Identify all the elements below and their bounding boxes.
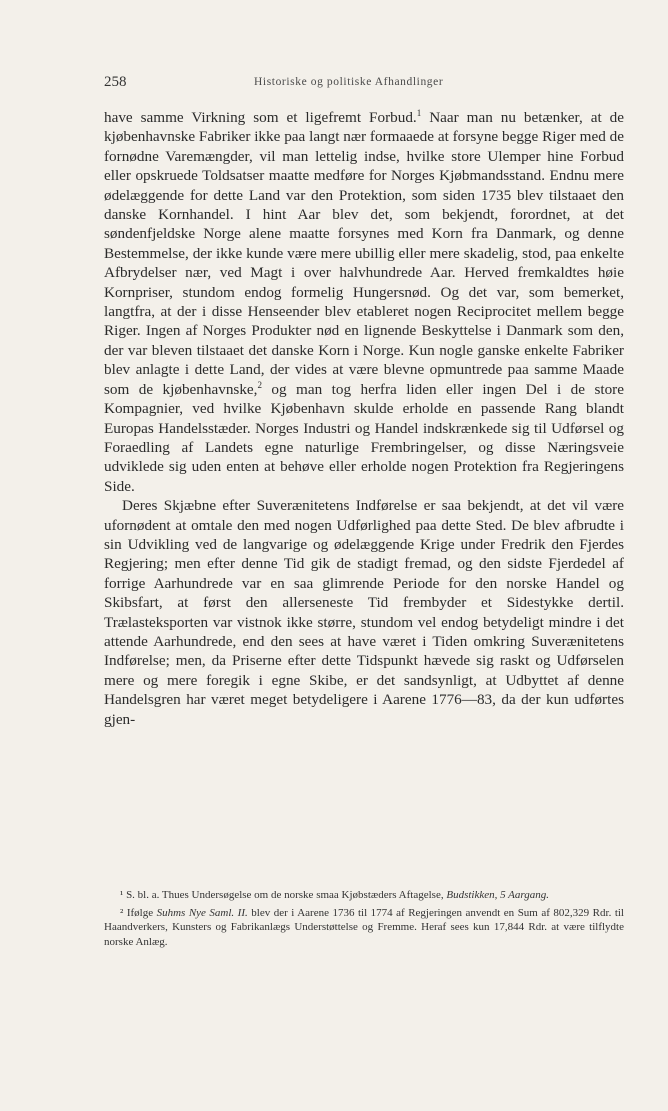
paragraph-1-part-c: og man tog herfra liden eller ingen Del i de store Kompagnier, ved hvilke Kjøbenhavn skulde erholde en passende Rang blandt Europas Handelsstæder. Norges Industri og Handel indskrænkede sig til Udførsel og Foraedling af Landets egne naturlige Frembringelser, og disse Næringsveie udviklede sig uden enten at behøve eller erholde nogen Protektion fra Regjeringens Side. [104,380,624,495]
footnote-1-source: Budstikken, 5 Aargang. [446,889,549,901]
footnote-1-mark: ¹ [120,889,124,901]
paragraph-1 [104,108,624,496]
footnote-1 [104,888,624,903]
footnote-2-mark: ² [120,906,124,919]
body-text [104,108,624,729]
running-title: Historiske og politiske Afhandlinger [254,76,444,88]
paragraph-1-part-b: Naar man nu betænker, at de kjøbenhavnske Fabriker ikke paa langt nær formaaede at forsyne begge Riger med de fornødne Varemængder, vil man lettelig indse, hvilke store Ulemper hine Forbud eller opskruede Toldsatser maatte medføre for Norges Kjøbmandsstand. Endnu mere ødelæggende for dette Land var den Protektion, som siden 1735 blev tilstaaet den danske Kornhandel. I hint Aar blev det, som bekjendt, forordnet, at det søndenfjeldske Norge alene maatte forsynes med Korn fra Danmark, og denne Bestemmelse, der ikke kunde være mere ubillig eller mere skadelig, stod, paa enkelte Afbrydelser nær, ved Magt i over halvhundrede Aar. Herved fremkaldtes høie Kornpriser, stundom endog formelig Hungersnød. Og det var, som bemerket, langtfra, at der i disse Henseender blev etableret nogen Reciprocitet mellem begge Riger. Ingen af Norges Produkter nød en lignende Beskyttelse i Danmark som den, der var bleven tilstaaet det danske Korn i Norge. Kun nogle ganske enkelte Fabriker blev anlagte i dette Land, der vides at være blevne opmuntrede paa samme Maade som de kjøbenhavnske, [104,109,624,398]
footnotes [104,888,624,952]
footnote-ref-1[interactable]: 1 [416,107,422,118]
paragraph-1-part-a: have samme Virkning som et ligefremt Forbud. [104,109,417,126]
footnote-ref-2[interactable]: 2 [257,379,262,390]
footnote-2-text-a: Ifølge [123,906,157,919]
footnote-2 [104,906,624,950]
footnote-2-text-b: blev der i Aarene 1736 til 1774 af Regjeringen anvendt en Sum af 802,329 Rdr. til Haandverkers, Kunsters og Fabrikanlægs Understøttelse og Fremme. Heraf sees kun 17,844 Rdr. at være tilflydte norske Anlæg. [104,906,624,948]
paragraph-2: Deres Skjæbne efter Suverænitetens Indførelse er saa bekjendt, at det vil være ufornødent at omtale den med nogen Udførlighed paa dette Sted. De blev afbrudte i sin Udvikling ved de langvarige og ødelæggende Krige under Fredrik den Fjerdes Regjering; men efter denne Tid gik de stadigt fremad, og den sidste Fjerdedel af forrige Aarhundrede var en saa glimrende Periode for den norske Handel og Skibsfart, at først den allerseneste Tid frembyder et Sidestykke dertil. Trælasteksporten var vistnok ikke større, stundom vel endog betydeligt mindre i det attende Aarhundrede, end den sees at have været i Tiden omkring Suverænitetens Indførelse; men, da Priserne efter dette Tidspunkt hævede sig raskt og Udførselen mere og mere foregik i egne Skibe, er det sandsynligt, at Udbyttet af denne Handelsgren har været meget betydeligere i Aarene 1776—83, da der kun udførtes gjen- [104,497,624,728]
footnote-1-text: S. bl. a. Thues Undersøgelse om de norske smaa Kjøbstæders Aftagelse, [123,889,447,901]
page-header [104,74,624,94]
footnote-2-source: Suhms Nye Saml. II. [156,906,248,919]
page-number: 258 [104,74,127,90]
